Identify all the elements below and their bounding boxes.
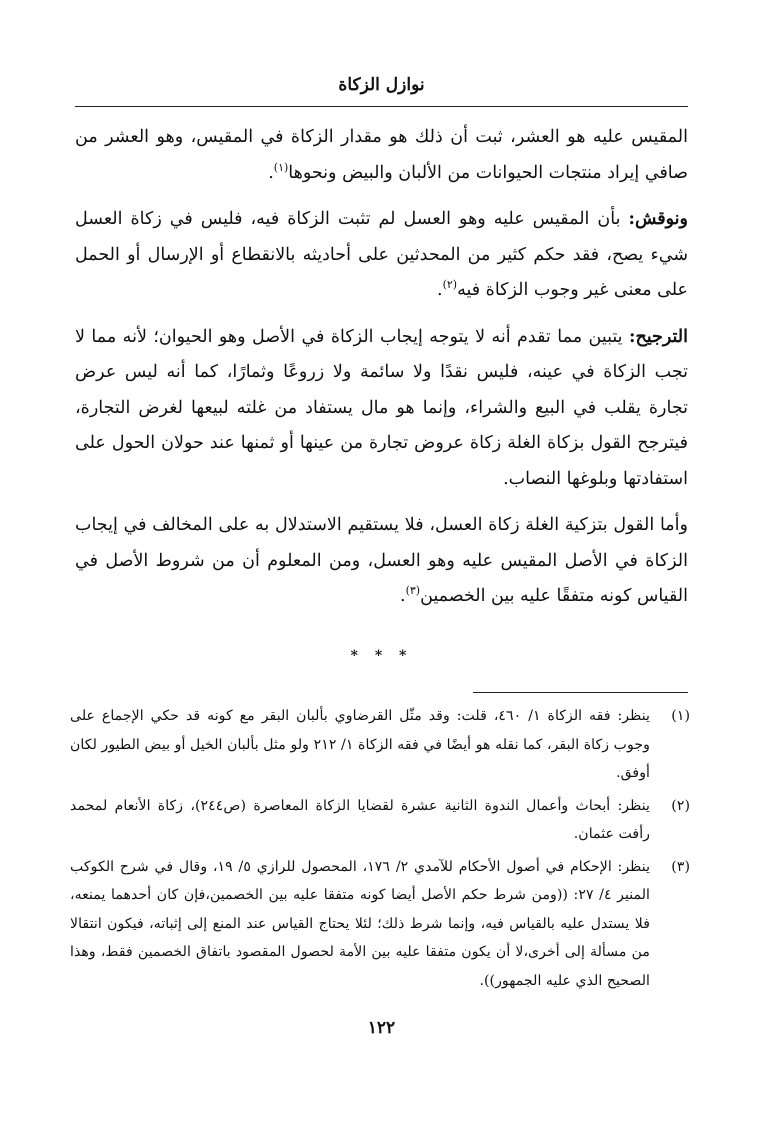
footnote-rule [473,692,688,693]
paragraph-lead: الترجيح: [629,326,688,347]
footnote-text: ينظر: الإحكام في أصول الأحكام للآمدي ٢/ ١٧٦، المحصول للرازي ٥/ ١٩، وقال في شرح الكوكب المنير ٤/ ٢٧: ((ومن شرط حكم الأصل أيضا كونه متفقا عليه بين الخصمين،فإن كان أحدهما يمنعه، فلا يستدل عليه بالقياس فيه، وإنما شرط ذلك؛ لئلا يحتاج القياس عند المنع إلى إثباته، فيكون انتقالا من مسألة إلى أخرى،لا أن يكون متفقا عليه بين الأمة لحصول المقصود باتفاق الخصمين فقط، وهذا الصحيح الذي عليه الجمهور)). [70,858,651,989]
paragraph [75,202,688,309]
footnote-number: (٣) [671,858,690,875]
page-number: ١٢٢ [367,1018,396,1038]
running-header: نوازل الزكاة [338,75,425,95]
footnote [70,853,690,996]
paragraph-lead: ونوقش: [628,209,688,229]
paragraph [75,508,688,615]
footnote-reference[interactable]: (٢) [442,278,458,292]
footnote-number: (١) [671,708,690,724]
section-separator: * * * [350,648,413,664]
footnotes [70,702,690,999]
footnote-reference[interactable]: (٣) [405,584,421,598]
footnote-reference[interactable]: (١) [273,160,289,174]
footnote [70,702,690,788]
paragraph-text: بأن المقيس عليه وهو العسل لم تثبت الزكاة فيه، فليس في زكاة العسل شيء يصح، فقد حكم كثير من المحدثين على أحاديثه بالانقطاع أو الإرسال أو الحمل على معنى غير وجوب الزكاة فيه [75,209,688,300]
main-text [75,120,688,626]
paragraph [75,120,688,191]
paragraph-text: المقيس عليه هو العشر، ثبت أن ذلك هو مقدار الزكاة في المقيس، وهو العشر من صافي إيراد منتجات الحيوانات من الألبان والبيض ونحوها [75,127,688,183]
footnote-text: ينظر: أبحاث وأعمال الندوة الثانية عشرة لقضايا الزكاة المعاصرة (ص٢٤٤)، زكاة الأنعام لمحمد رأفت عثمان. [70,797,650,842]
footnote-number: (٢) [671,797,690,814]
footnote-text: ينظر: فقه الزكاة ١/ ٤٦٠، قلت: وقد مثّل القرضاوي بألبان البقر مع كونه قد حكي الإجماع على وجوب زكاة البقر، كما نقله هو أيضًا في فقه الزكاة ١/ ٢١٢ ولو مثل بألبان الخيل أو بيض الطيور لكان أوفق. [70,708,650,781]
paragraph-text: يتبين مما تقدم أنه لا يتوجه إيجاب الزكاة في الأصل وهو الحيوان؛ لأنه مما لا تجب الزكاة في عينه، فليس نقدًا ولا سائمة ولا زروعًا وثمارًا، كما أنه ليس عرض تجارة يقلب في البيع والشراء، وإنما هو مال يستفاد من غلته لبيعها لغرض التجارة، فيترجح القول بزكاة الغلة زكاة عروض تجارة من عينها أو ثمنها عند حولان الحول على استفادتها وبلوغها النصاب. [75,326,688,489]
paragraph [75,320,688,498]
header-rule [75,106,688,107]
paragraph-tail: . [399,586,406,606]
paragraph-text: وأما القول بتزكية الغلة زكاة العسل، فلا يستقيم الاستدلال به على المخالف في إيجاب الزكاة في الأصل المقيس عليه وهو العسل، ومن المعلوم أن من شروط الأصل في القياس كونه متفقًا عليه بين الخصمين [75,515,688,606]
footnote [70,792,690,849]
paragraph-tail: . [437,280,443,300]
paragraph-tail: . [268,162,274,183]
